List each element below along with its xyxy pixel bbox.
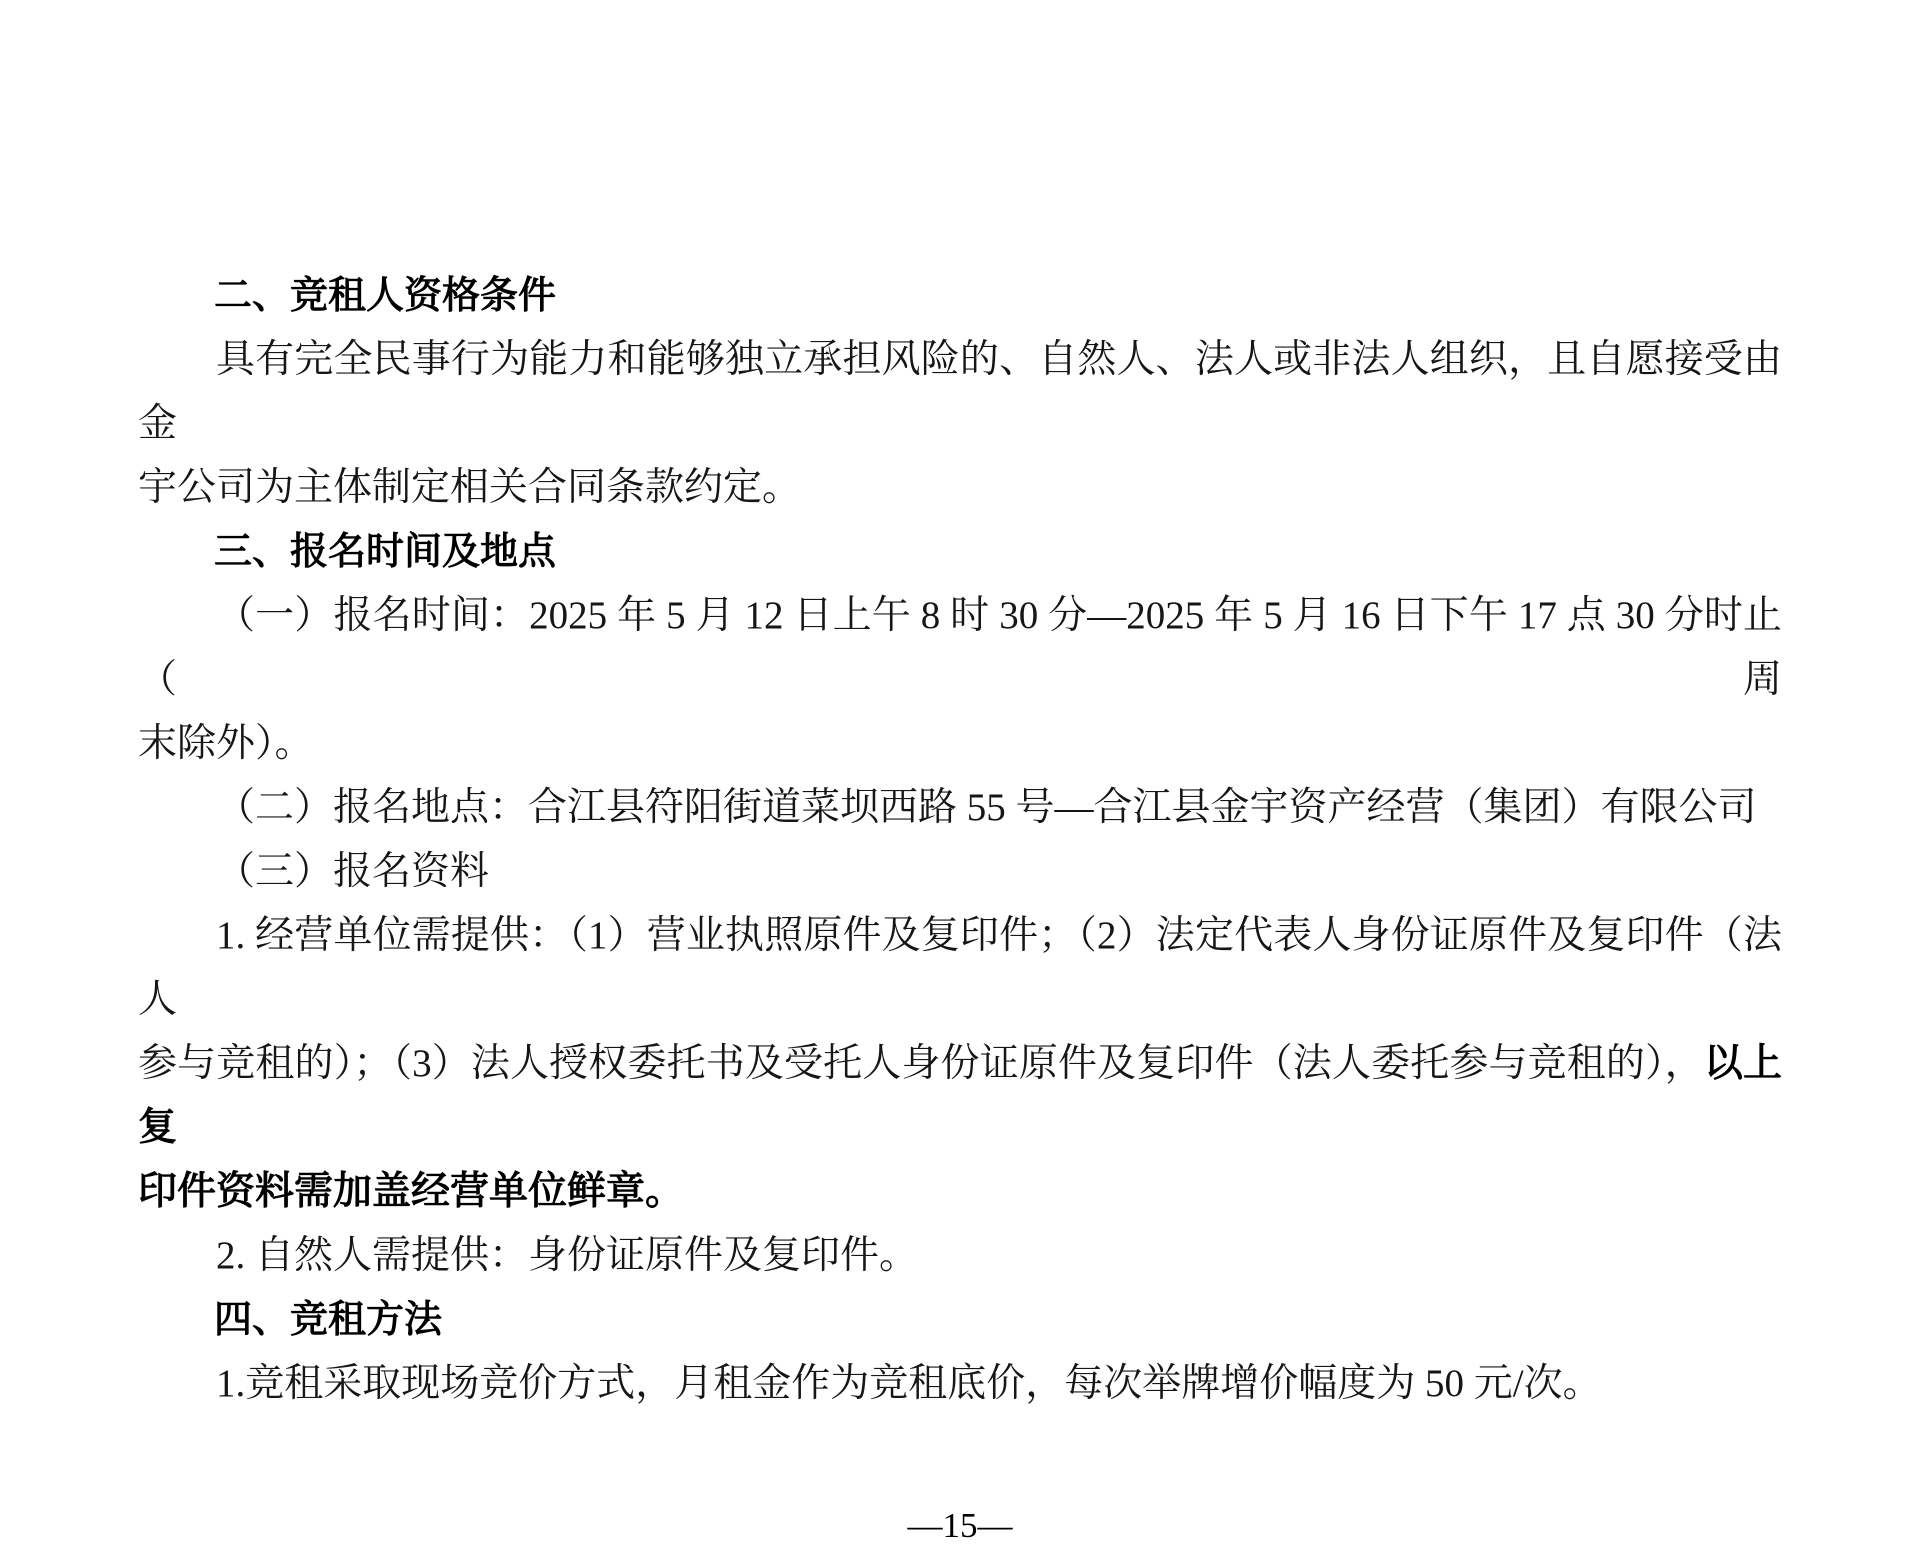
para-registration-time-line-2: 末除外）。 <box>138 722 314 765</box>
para-business-unit-materials-line-2 <box>138 1032 1782 1160</box>
para-registration-place: （二）报名地点：合江县符阳街道菜坝西路 55 号—合江县金宇资产经营（集团）有限公司 <box>216 786 1757 829</box>
section-heading-bidder-qualification: 二、竞租人资格条件 <box>214 275 557 317</box>
para-qualification-line-1: 具有完全民事行为能力和能够独立承担风险的、自然人、法人或非法人组织，且自愿接受由金 <box>138 338 1782 445</box>
para-business-unit-materials-line-2-bold: 以上复 <box>138 1042 1782 1149</box>
page-number: —15— <box>907 1506 1013 1545</box>
para-business-unit-materials-line-3-bold: 印件资料需加盖经营单位鲜章。 <box>138 1170 685 1213</box>
para-registration-time-line-1: （一）报名时间：2025 年 5 月 12 日上午 8 时 30 分—2025 年 5 月 16 日下午 17 点 30 分时止（周 <box>138 594 1782 701</box>
para-registration-materials-subheading: （三）报名资料 <box>216 850 490 893</box>
para-natural-person-materials: 2. 自然人需提供：身份证原件及复印件。 <box>216 1234 919 1277</box>
para-qualification-line-2: 宇公司为主体制定相关合同条款约定。 <box>138 466 802 509</box>
section-heading-bidding-method: 四、竞租方法 <box>214 1299 443 1341</box>
page-number-row <box>138 1504 1782 1548</box>
para-bidding-method: 1.竞租采取现场竞价方式，月租金作为竞租底价，每次举牌增价幅度为 50 元/次。 <box>216 1362 1602 1405</box>
para-business-unit-materials-line-2-normal: 参与竞租的）；（3）法人授权委托书及受托人身份证原件及复印件（法人委托参与竞租的）， <box>138 1042 1704 1085</box>
para-business-unit-materials-line-1: 1. 经营单位需提供：（1）营业执照原件及复印件；（2）法定代表人身份证原件及复印件（法人 <box>138 914 1782 1021</box>
section-heading-registration-time-place: 三、报名时间及地点 <box>214 531 557 573</box>
